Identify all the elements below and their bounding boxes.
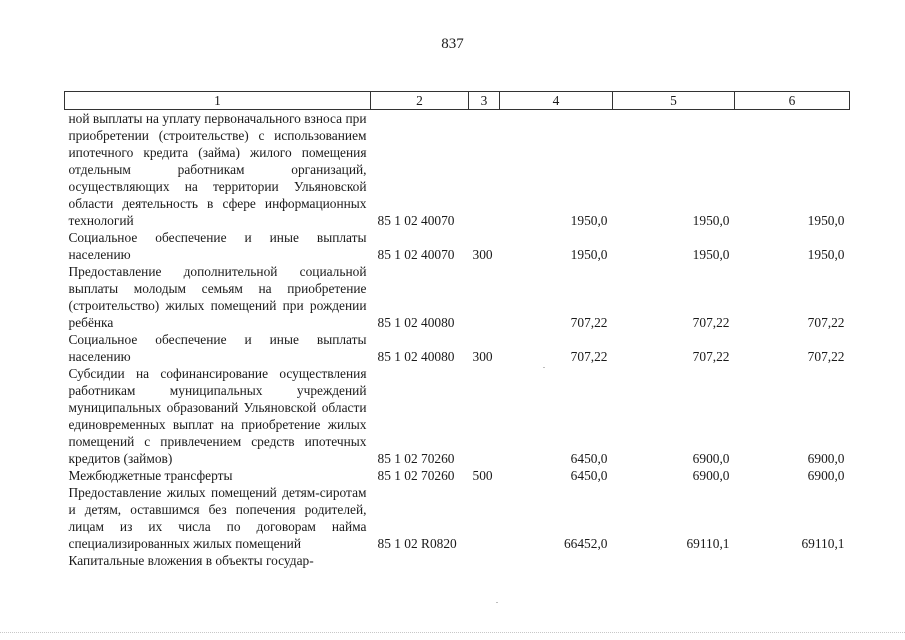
scan-edge-specks xyxy=(0,632,905,634)
row-name: Предоставление дополнительной социальной выплаты молодым семьям на приобретение (строительство) жилых помещений при рождении ребёнка xyxy=(68,264,367,330)
header-col-4: 4 xyxy=(500,92,613,110)
scan-speck xyxy=(496,602,498,603)
table-header xyxy=(65,92,850,110)
row-value-5: 707,22 xyxy=(692,315,730,330)
row-value-4: 1950,0 xyxy=(570,213,608,228)
row-code: 85 1 02 40070 xyxy=(377,213,455,228)
row-value-5: 69110,1 xyxy=(686,536,730,551)
row-value-4: 707,22 xyxy=(570,349,608,364)
table-row xyxy=(65,365,850,467)
row-value-4: 66452,0 xyxy=(563,536,608,551)
row-code xyxy=(371,552,469,569)
row-value-6: 707,22 xyxy=(807,349,845,364)
row-code: 85 1 02 70260 xyxy=(377,468,455,483)
row-value-4: 707,22 xyxy=(570,315,608,330)
row-value-4: 6450,0 xyxy=(570,468,608,483)
header-col-3: 3 xyxy=(469,92,500,110)
row-value-5: 6900,0 xyxy=(692,451,730,466)
table-row xyxy=(65,331,850,365)
table-row xyxy=(65,263,850,331)
row-name: Субсидии на софинансирование осуществления работникам муниципальных учреждений муниципальных образований Ульяновской области единовременных выплат на приобретение жилых помещений с привлечением средств ипотечных кредитов (займов) xyxy=(68,366,367,466)
row-value-5: 1950,0 xyxy=(692,213,730,228)
table-row xyxy=(65,552,850,569)
row-value-4 xyxy=(500,552,613,569)
row-name: Предоставление жилых помещений детям-сиротам и детям, оставшимся без попечения родителей, лицам из их числа по договорам найма специализированных жилых помещений xyxy=(68,485,367,551)
row-value-6: 1950,0 xyxy=(807,213,845,228)
row-value-4: 6450,0 xyxy=(570,451,608,466)
header-col-1: 1 xyxy=(65,92,371,110)
header-col-6: 6 xyxy=(735,92,850,110)
row-code: 85 1 02 40080 xyxy=(377,349,455,364)
row-value-6: 69110,1 xyxy=(801,536,845,551)
row-value-4: 1950,0 xyxy=(570,247,608,262)
row-kvr: 300 xyxy=(472,247,493,262)
row-name: ной выплаты на уплату первоначального взноса при приобретении (строительстве) с использованием ипотечного кредита (займа) жилого помещения отдельным работникам организаций, осуществляющих на территории Ульяновской области деятельность в сфере информационных технологий xyxy=(68,111,367,228)
row-value-6: 6900,0 xyxy=(807,451,845,466)
row-name: Межбюджетные трансферты xyxy=(68,468,233,483)
row-kvr: 300 xyxy=(472,349,493,364)
row-kvr xyxy=(469,110,500,230)
row-value-6: 6900,0 xyxy=(807,468,845,483)
row-kvr xyxy=(469,365,500,467)
row-name: Капитальные вложения в объекты государ- xyxy=(68,553,314,568)
table-row xyxy=(65,229,850,263)
budget-table xyxy=(64,91,850,569)
row-kvr xyxy=(469,552,500,569)
row-code: 85 1 02 40080 xyxy=(377,315,455,330)
row-name: Социальное обеспечение и иные выплаты населению xyxy=(68,230,367,262)
scan-speck xyxy=(543,367,545,368)
row-kvr xyxy=(469,484,500,552)
table-body xyxy=(65,110,850,570)
row-value-6 xyxy=(735,552,850,569)
row-value-5 xyxy=(613,552,735,569)
row-value-6: 707,22 xyxy=(807,315,845,330)
row-kvr xyxy=(469,263,500,331)
row-value-5: 6900,0 xyxy=(692,468,730,483)
header-row xyxy=(65,92,850,110)
row-kvr: 500 xyxy=(472,468,493,483)
header-col-2: 2 xyxy=(371,92,469,110)
page-number: 837 xyxy=(441,36,464,52)
row-value-5: 707,22 xyxy=(692,349,730,364)
row-value-6: 1950,0 xyxy=(807,247,845,262)
row-code: 85 1 02 R0820 xyxy=(377,536,457,551)
header-col-5: 5 xyxy=(613,92,735,110)
table-row xyxy=(65,467,850,484)
table-row xyxy=(65,110,850,230)
row-code: 85 1 02 40070 xyxy=(377,247,455,262)
table-row xyxy=(65,484,850,552)
row-name: Социальное обеспечение и иные выплаты населению xyxy=(68,332,367,364)
row-value-5: 1950,0 xyxy=(692,247,730,262)
row-code: 85 1 02 70260 xyxy=(377,451,455,466)
